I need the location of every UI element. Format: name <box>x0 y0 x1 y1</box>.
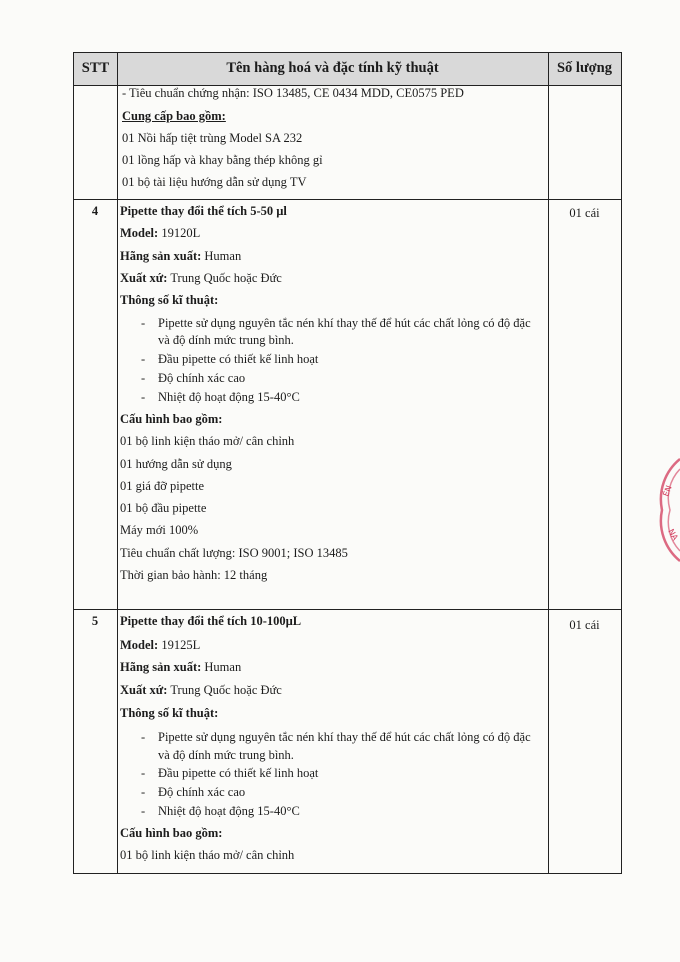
stamp-text-bottom: NA <box>666 527 680 542</box>
origin-value: Trung Quốc hoặc Đức <box>167 271 282 285</box>
spec-item: Đầu pipette có thiết kế linh hoạt <box>158 766 319 780</box>
config-item: 01 giá đỡ pipette <box>120 479 205 493</box>
maker-value: Human <box>201 660 242 674</box>
config-item: 01 bộ đầu pipette <box>120 501 207 515</box>
config-item: 01 bộ linh kiện tháo mở/ cân chỉnh <box>120 848 295 862</box>
model-line <box>120 226 200 241</box>
spec-item-continued: và độ dính mức trung bình. <box>158 748 294 762</box>
maker-line <box>120 660 241 675</box>
config-heading: Cấu hình bao gồm: <box>120 412 223 426</box>
list-item: 01 lồng hấp và khay bằng thép không gỉ <box>122 153 323 167</box>
header-name <box>117 52 548 85</box>
column-divider <box>548 52 549 874</box>
origin-line <box>120 271 282 286</box>
row-divider <box>73 199 622 200</box>
bullet-dash: - <box>141 390 146 404</box>
origin-line <box>120 683 282 698</box>
row-divider <box>73 609 622 610</box>
origin-value: Trung Quốc hoặc Đức <box>167 683 282 697</box>
spec-item: Đầu pipette có thiết kế linh hoạt <box>158 352 319 366</box>
config-item: Tiêu chuẩn chất lượng: ISO 9001; ISO 13485 <box>120 546 348 560</box>
table-right-border <box>621 52 622 874</box>
spec-item: Độ chính xác cao <box>158 785 246 799</box>
model-value: 19120L <box>158 226 201 240</box>
column-divider <box>117 52 118 874</box>
table-top-border <box>73 52 622 53</box>
list-item: 01 bộ tài liệu hướng dẫn sử dụng TV <box>122 175 307 189</box>
stamp-seal <box>656 455 680 565</box>
header-stt-label: STT <box>81 60 110 76</box>
model-label: Model: <box>120 638 159 652</box>
supply-heading: Cung cấp bao gồm: <box>122 109 226 123</box>
bullet-dash: - <box>141 316 146 330</box>
table-left-border <box>73 52 74 874</box>
stamp-text-top: ÊN <box>661 484 674 498</box>
bullet-dash: - <box>141 352 146 366</box>
row-quantity: 01 cái <box>569 206 600 220</box>
header-qty-label: Số lượng <box>556 60 612 76</box>
spec-heading: Thông số kĩ thuật: <box>120 706 219 720</box>
maker-value: Human <box>201 249 242 263</box>
bullet-dash: - <box>141 730 146 744</box>
cert-text: - Tiêu chuẩn chứng nhận: ISO 13485, CE 0434 MDD, CE0575 PED <box>122 86 464 100</box>
row-number: 5 <box>91 614 99 628</box>
row-number: 4 <box>91 204 99 218</box>
maker-line <box>120 249 241 264</box>
config-item: 01 hướng dẫn sử dụng <box>120 457 232 471</box>
bullet-dash: - <box>141 371 146 385</box>
bullet-dash: - <box>141 804 146 818</box>
table-bottom-border <box>73 873 622 874</box>
bullet-dash: - <box>141 766 146 780</box>
model-line <box>120 638 200 653</box>
model-value: 19125L <box>158 638 201 652</box>
spec-heading: Thông số kĩ thuật: <box>120 293 219 307</box>
config-heading: Cấu hình bao gồm: <box>120 826 223 840</box>
spec-item: Nhiệt độ hoạt động 15-40°C <box>158 390 300 404</box>
config-item: Thời gian bảo hành: 12 tháng <box>120 568 268 582</box>
header-name-label: Tên hàng hoá và đặc tính kỹ thuật <box>226 60 439 76</box>
header-stt <box>74 52 117 85</box>
maker-label: Hãng sản xuất: <box>120 249 202 263</box>
row-quantity: 01 cái <box>569 618 600 632</box>
config-item: Máy mới 100% <box>120 523 199 537</box>
spec-item: Pipette sử dụng nguyên tắc nén khí thay thế để hút các chất lỏng có độ đặc <box>158 316 531 330</box>
spec-item: Nhiệt độ hoạt động 15-40°C <box>158 804 300 818</box>
spec-item: Độ chính xác cao <box>158 371 246 385</box>
header-qty <box>548 52 621 85</box>
bullet-dash: - <box>141 785 146 799</box>
item-title: Pipette thay đổi thể tích 5-50 µl <box>120 204 287 218</box>
origin-label: Xuất xứ: <box>120 683 168 697</box>
config-item: 01 bộ linh kiện tháo mở/ cân chỉnh <box>120 434 295 448</box>
spec-item: Pipette sử dụng nguyên tắc nén khí thay thế để hút các chất lỏng có độ đặc <box>158 730 531 744</box>
item-title: Pipette thay đổi thể tích 10-100µL <box>120 614 302 628</box>
model-label: Model: <box>120 226 159 240</box>
list-item: 01 Nồi hấp tiệt trùng Model SA 232 <box>122 131 303 145</box>
maker-label: Hãng sản xuất: <box>120 660 202 674</box>
origin-label: Xuất xứ: <box>120 271 168 285</box>
spec-item-continued: và độ dính mức trung bình. <box>158 333 294 347</box>
